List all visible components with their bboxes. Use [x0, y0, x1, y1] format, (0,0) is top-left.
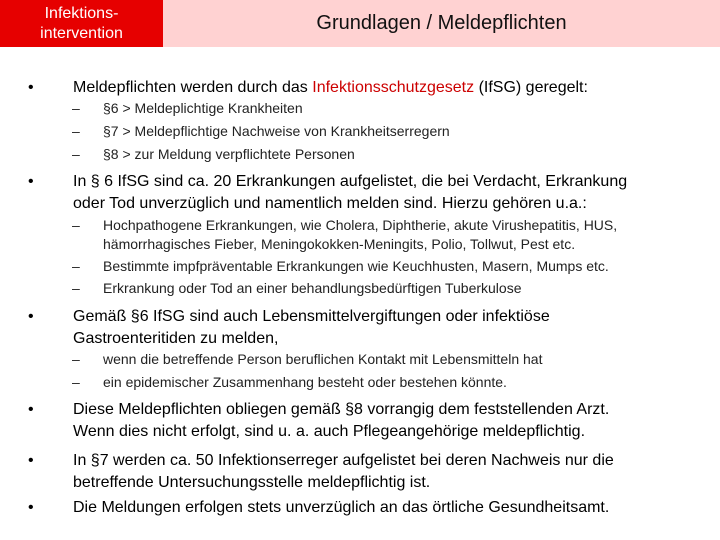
bullet-dot-icon: • — [28, 401, 34, 418]
sub-item — [72, 257, 609, 276]
bullet-line: oder Tod unverzüglich und namentlich melden sind. Hierzu gehören u.a.: — [73, 195, 587, 212]
sub-item-text: §6 > Meldeplichtige Krankheiten — [103, 100, 303, 116]
dash-icon: – — [72, 258, 80, 274]
sub-item-text: Bestimmte impfpräventable Erkrankungen wie Keuchhusten, Masern, Mumps etc. — [103, 258, 609, 274]
dash-icon: – — [72, 123, 80, 139]
dash-icon: – — [72, 100, 80, 116]
sub-item-text: §8 > zur Meldung verpflichtete Personen — [103, 146, 355, 162]
sub-item — [72, 216, 618, 254]
sub-item — [72, 122, 450, 141]
bullet-food-poisoning — [28, 306, 550, 350]
bullet-dot-icon: • — [28, 173, 34, 190]
sub-item-line: Hochpathogene Erkrankungen, wie Cholera, Diphtherie, akute Virushepatitis, HUS, — [103, 217, 618, 233]
bullet-dot-icon: • — [28, 79, 34, 96]
bullet-paragraph-7 — [28, 450, 614, 494]
sub-item — [72, 373, 507, 392]
bullet-dot-icon: • — [28, 499, 34, 516]
bullet-dot-icon: • — [28, 308, 34, 325]
dash-icon: – — [72, 280, 80, 296]
bullet-line: Gastroenteritiden zu melden, — [73, 330, 279, 347]
section-tag-line-1: Infektions- — [44, 4, 119, 22]
sub-item-text: Erkrankung oder Tod an einer behandlungsbedürftigen Tuberkulose — [103, 280, 522, 296]
bullet-line: In § 6 IfSG sind ca. 20 Erkrankungen aufgelistet, die bei Verdacht, Erkrankung — [73, 173, 628, 190]
sub-item-text: wenn die betreffende Person beruflichen Kontakt mit Lebensmitteln hat — [103, 351, 543, 367]
bullet-text: Die Meldungen erfolgen stets unverzüglich an das örtliche Gesundheitsamt. — [73, 499, 610, 516]
bullet-text: (IfSG) geregelt: — [474, 79, 588, 96]
sub-item — [72, 279, 522, 298]
sub-item-line: hämorrhagisches Fieber, Meningokokken-Meningits, Polio, Tollwut, Pest etc. — [103, 236, 576, 252]
sub-item-text: §7 > Meldepflichtige Nachweise von Krankheitserregern — [103, 123, 450, 139]
bullet-ifsg-regulation — [28, 77, 588, 99]
bullet-paragraph-6 — [28, 171, 628, 215]
highlight-law-name: Infektionsschutzgesetz — [312, 79, 475, 96]
bullet-health-office — [28, 497, 610, 519]
sub-item — [72, 99, 303, 118]
bullet-line: Diese Meldepflichten obliegen gemäß §8 vorrangig dem feststellenden Arzt. — [73, 401, 610, 418]
bullet-line: Wenn dies nicht erfolgt, sind u. a. auch Pflegeangehörige meldepflichtig. — [73, 423, 586, 440]
dash-icon: – — [72, 146, 80, 162]
sub-item-text: ein epidemischer Zusammenhang besteht oder bestehen könnte. — [103, 374, 507, 390]
dash-icon: – — [72, 217, 80, 233]
section-tag-line-2: intervention — [40, 24, 123, 42]
bullet-line: Gemäß §6 IfSG sind auch Lebensmittelvergiftungen oder infektiöse — [73, 308, 550, 325]
sub-item — [72, 350, 543, 369]
bullet-dot-icon: • — [28, 452, 34, 469]
bullet-line: betreffende Untersuchungsstelle meldepflichtig ist. — [73, 474, 431, 491]
dash-icon: – — [72, 351, 80, 367]
bullet-paragraph-8 — [28, 399, 610, 443]
slide-title: Grundlagen / Meldepflichten — [316, 12, 567, 34]
dash-icon: – — [72, 374, 80, 390]
sub-item — [72, 145, 355, 164]
bullet-text: Meldepflichten werden durch das — [73, 79, 313, 96]
bullet-line: In §7 werden ca. 50 Infektionserreger aufgelistet bei deren Nachweis nur die — [73, 452, 614, 469]
